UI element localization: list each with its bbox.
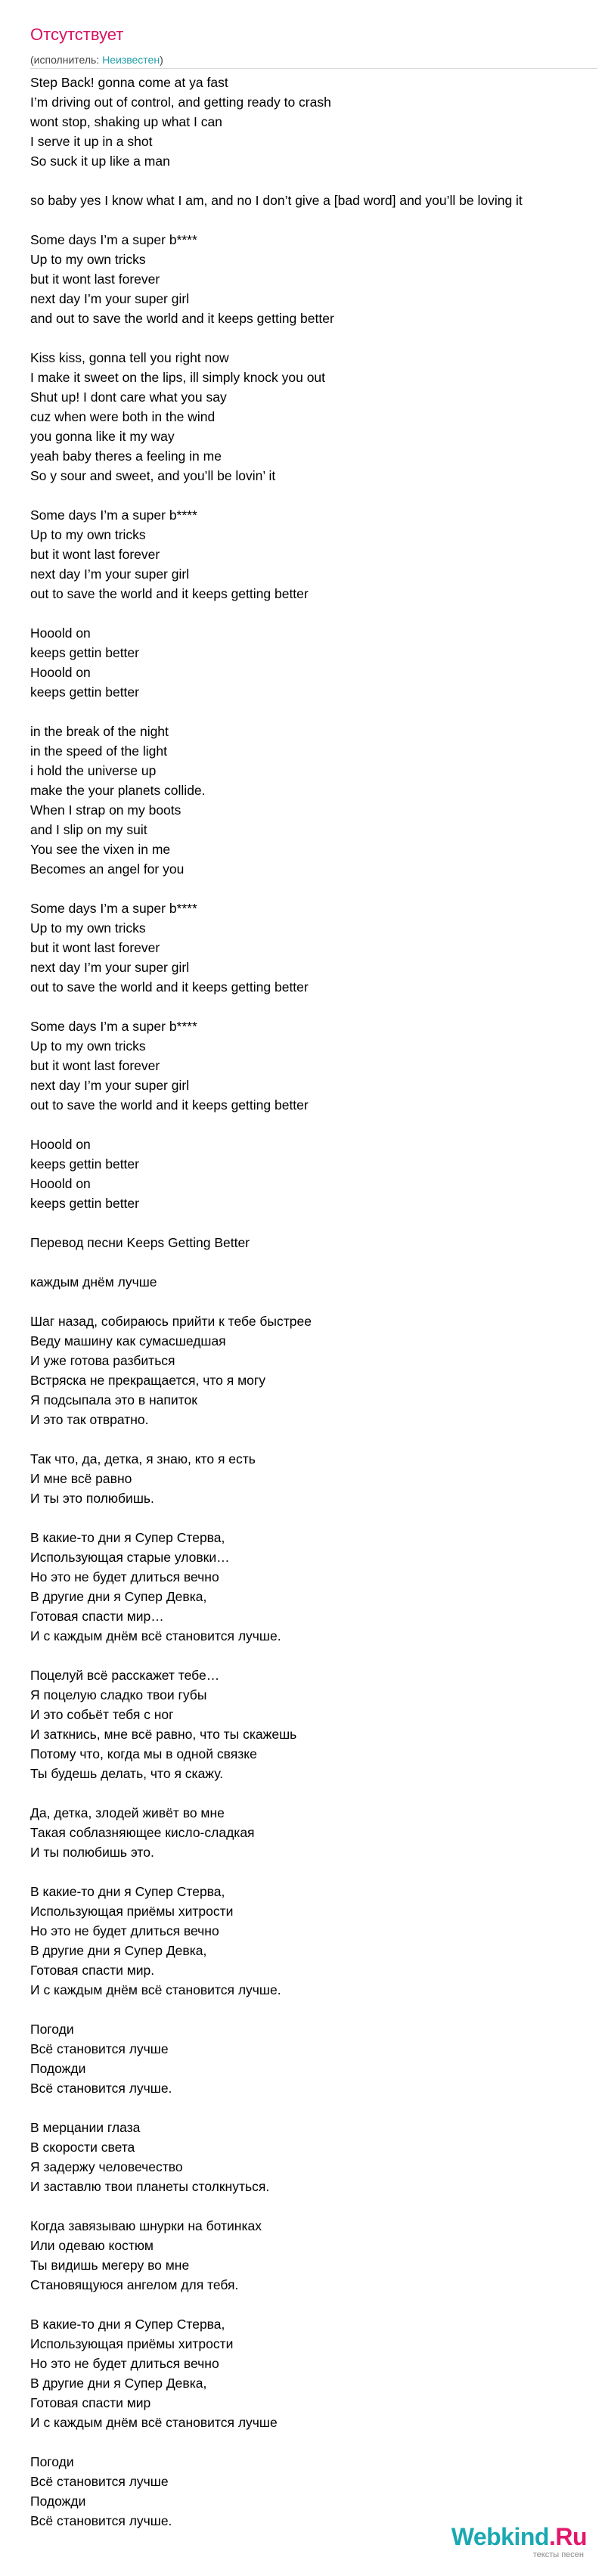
lyric-blank-line: [30, 702, 605, 722]
lyric-line: keeps gettin better: [30, 645, 139, 660]
lyric-line: Подожди: [30, 2494, 86, 2509]
lyric-line: В другие дни я Супер Девка,: [30, 1943, 207, 1958]
lyric-blank-line: [30, 1508, 605, 1528]
lyric-blank-line: [30, 2098, 605, 2118]
lyric-blank-line: [30, 997, 605, 1016]
lyric-line: Some days I’m a super b****: [30, 507, 197, 523]
lyric-blank-line: [30, 210, 605, 230]
lyric-line: Всё становится лучше: [30, 2474, 169, 2489]
lyric-blank-line: [30, 1646, 605, 1665]
lyric-line: Но это не будет длиться вечно: [30, 1569, 219, 1584]
lyric-line: Да, детка, злодей живёт во мне: [30, 1805, 225, 1820]
lyric-line: Готовая спасти мир…: [30, 1609, 164, 1624]
lyric-line: Поцелуй всё расскажет тебе…: [30, 1668, 220, 1683]
logo-name: Webkind: [451, 2523, 549, 2550]
header-divider: [30, 68, 597, 69]
song-title: Отсутствует: [30, 25, 124, 44]
logo-tld: .Ru: [548, 2523, 587, 2550]
lyric-blank-line: [30, 1429, 605, 1449]
lyric-line: next day I’m your super girl: [30, 291, 190, 306]
lyric-line: You see the vixen in me: [30, 842, 171, 857]
lyric-line: И заткнись, мне всё равно, что ты скажешь: [30, 1727, 297, 1742]
lyric-blank-line: [30, 1783, 605, 1803]
lyric-line: И заставлю твои планеты столкнуться.: [30, 2179, 270, 2194]
site-logo[interactable]: [451, 2523, 587, 2559]
lyric-line: Такая соблазняющее кисло-сладкая: [30, 1825, 255, 1840]
lyric-line: Готовая спасти мир.: [30, 1963, 155, 1978]
lyric-line: in the speed of the light: [30, 743, 167, 759]
lyric-blank-line: [30, 486, 605, 505]
artist-line: [30, 53, 163, 67]
lyric-line: И мне всё равно: [30, 1471, 132, 1486]
lyric-line: keeps gettin better: [30, 684, 139, 700]
lyric-line: Встряска не прекращается, что я могу: [30, 1373, 265, 1388]
lyric-line: В мерцании глаза: [30, 2120, 141, 2135]
lyric-line: Но это не будет длиться вечно: [30, 2356, 219, 2371]
lyric-line: Подожди: [30, 2061, 86, 2076]
lyric-line: В какие-то дни я Супер Стерва,: [30, 1530, 225, 1545]
lyric-line: В какие-то дни я Супер Стерва,: [30, 1884, 225, 1899]
lyric-line: И с каждым днём всё становится лучше.: [30, 1628, 281, 1643]
lyric-line: И это собьёт тебя с ног: [30, 1707, 174, 1722]
lyrics-text: [30, 73, 605, 2531]
lyric-line: wont stop, shaking up what I can: [30, 114, 222, 129]
lyric-line: but it wont last forever: [30, 547, 160, 562]
logo-tagline: тексты песен: [532, 2550, 584, 2559]
lyric-line: and out to save the world and it keeps getting better: [30, 311, 334, 326]
lyric-line: I serve it up in a shot: [30, 134, 153, 149]
lyric-line: В какие-то дни я Супер Стерва,: [30, 2317, 225, 2332]
lyric-line: И ты это полюбишь.: [30, 1491, 154, 1506]
lyric-line: keeps gettin better: [30, 1196, 139, 1211]
lyric-blank-line: [30, 1252, 605, 1272]
lyric-line: Shut up! I dont care what you say: [30, 390, 227, 405]
lyric-line: Всё становится лучше: [30, 2041, 169, 2056]
lyric-line: Использующая приёмы хитрости: [30, 1904, 234, 1919]
lyric-line: Или одеваю костюм: [30, 2238, 154, 2253]
artist-link[interactable]: Неизвестен: [102, 54, 160, 66]
lyric-line: you gonna like it my way: [30, 429, 175, 444]
lyric-line: Up to my own tricks: [30, 920, 146, 936]
lyric-line: каждым днём лучше: [30, 1274, 157, 1290]
lyric-line: Some days I’m a super b****: [30, 901, 197, 916]
lyric-line: and I slip on my suit: [30, 822, 147, 837]
artist-suffix: ): [160, 54, 163, 66]
lyric-line: Я задержу человечество: [30, 2159, 183, 2174]
logo-wordmark: [451, 2523, 587, 2550]
lyric-line: Так что, да, детка, я знаю, кто я есть: [30, 1451, 256, 1466]
lyric-line: Up to my own tricks: [30, 252, 146, 267]
lyric-line: in the break of the night: [30, 724, 169, 739]
lyric-line: Step Back! gonna come at ya fast: [30, 75, 228, 90]
lyric-line: Веду машину как сумасшедшая: [30, 1333, 226, 1349]
lyric-blank-line: [30, 1292, 605, 1311]
lyric-line: И ты полюбишь это.: [30, 1845, 154, 1860]
lyric-line: Ты видишь мегеру во мне: [30, 2258, 190, 2273]
lyric-line: Becomes an angel for you: [30, 861, 185, 877]
lyric-line: Шаг назад, собираюсь прийти к тебе быстрее: [30, 1314, 312, 1329]
lyric-line: but it wont last forever: [30, 940, 160, 955]
lyric-line: Hooold on: [30, 665, 91, 680]
lyric-line: Всё становится лучше.: [30, 2081, 172, 2096]
lyric-line: Использующая старые уловки…: [30, 1550, 230, 1565]
lyric-line: Использующая приёмы хитрости: [30, 2336, 234, 2351]
lyric-line: И уже готова разбиться: [30, 1353, 175, 1368]
lyric-line: next day I’m your super girl: [30, 566, 190, 582]
lyric-line: next day I’m your super girl: [30, 1078, 190, 1093]
lyric-line: When I strap on my boots: [30, 802, 182, 818]
lyric-blank-line: [30, 2196, 605, 2216]
lyric-blank-line: [30, 1213, 605, 1233]
lyric-line: В скорости света: [30, 2140, 135, 2155]
lyric-line: Up to my own tricks: [30, 527, 146, 542]
lyric-line: Всё становится лучше.: [30, 2513, 172, 2528]
lyric-line: next day I’m your super girl: [30, 960, 190, 975]
lyric-line: out to save the world and it keeps getting better: [30, 1097, 309, 1113]
lyric-line: И это так отвратно.: [30, 1412, 149, 1427]
lyric-line: I’m driving out of control, and getting ready to crash: [30, 95, 331, 110]
lyric-blank-line: [30, 879, 605, 898]
lyric-blank-line: [30, 171, 605, 191]
lyric-line: make the your planets collide.: [30, 783, 206, 798]
lyric-line: yeah baby theres a feeling in me: [30, 448, 222, 464]
lyric-line: Перевод песни Keeps Getting Better: [30, 1235, 250, 1250]
lyric-line: keeps gettin better: [30, 1156, 139, 1172]
lyric-line: out to save the world and it keeps getting better: [30, 979, 309, 995]
lyric-line: So suck it up like a man: [30, 154, 170, 169]
lyric-line: Когда завязываю шнурки на ботинках: [30, 2218, 262, 2233]
lyric-line: Потому что, когда мы в одной связке: [30, 1746, 257, 1761]
lyric-line: Hooold on: [30, 1137, 91, 1152]
lyric-line: И с каждым днём всё становится лучше.: [30, 1982, 281, 1997]
lyric-line: В другие дни я Супер Девка,: [30, 2376, 207, 2391]
lyric-line: Я поцелую сладко твои губы: [30, 1687, 207, 1702]
lyric-blank-line: [30, 1115, 605, 1134]
lyric-line: Up to my own tricks: [30, 1038, 146, 1054]
lyric-line: I make it sweet on the lips, ill simply knock you out: [30, 370, 326, 385]
lyric-line: i hold the universe up: [30, 763, 157, 778]
lyric-line: Hooold on: [30, 625, 91, 641]
lyric-line: Я подсыпала это в напиток: [30, 1392, 197, 1407]
lyric-line: but it wont last forever: [30, 1058, 160, 1073]
lyric-line: И с каждым днём всё становится лучше: [30, 2415, 278, 2430]
lyric-line: Готовая спасти мир: [30, 2395, 151, 2410]
lyric-line: cuz when were both in the wind: [30, 409, 216, 424]
lyric-blank-line: [30, 2432, 605, 2452]
lyric-blank-line: [30, 1862, 605, 1882]
lyric-line: So y sour and sweet, and you’ll be lovin’ it: [30, 468, 276, 483]
artist-prefix: (исполнитель:: [30, 54, 103, 66]
lyric-line: Some days I’m a super b****: [30, 232, 197, 247]
lyric-line: Kiss kiss, gonna tell you right now: [30, 350, 229, 365]
lyric-line: out to save the world and it keeps getting better: [30, 586, 309, 601]
lyric-line: Hooold on: [30, 1176, 91, 1191]
lyric-line: Но это не будет длиться вечно: [30, 1923, 219, 1938]
lyric-line: В другие дни я Супер Девка,: [30, 1589, 207, 1604]
lyric-blank-line: [30, 2295, 605, 2314]
lyric-line: Ты будешь делать, что я скажу.: [30, 1766, 224, 1781]
lyric-blank-line: [30, 604, 605, 623]
lyric-line: Становящуюся ангелом для тебя.: [30, 2277, 239, 2292]
lyric-blank-line: [30, 328, 605, 348]
lyric-line: Погоди: [30, 2454, 74, 2469]
lyric-line: so baby yes I know what I am, and no I don’t give a [bad word] and you’ll be loving it: [30, 193, 523, 208]
lyric-line: but it wont last forever: [30, 272, 160, 287]
lyric-line: Погоди: [30, 2022, 74, 2037]
lyric-line: Some days I’m a super b****: [30, 1019, 197, 1034]
lyric-blank-line: [30, 2000, 605, 2019]
